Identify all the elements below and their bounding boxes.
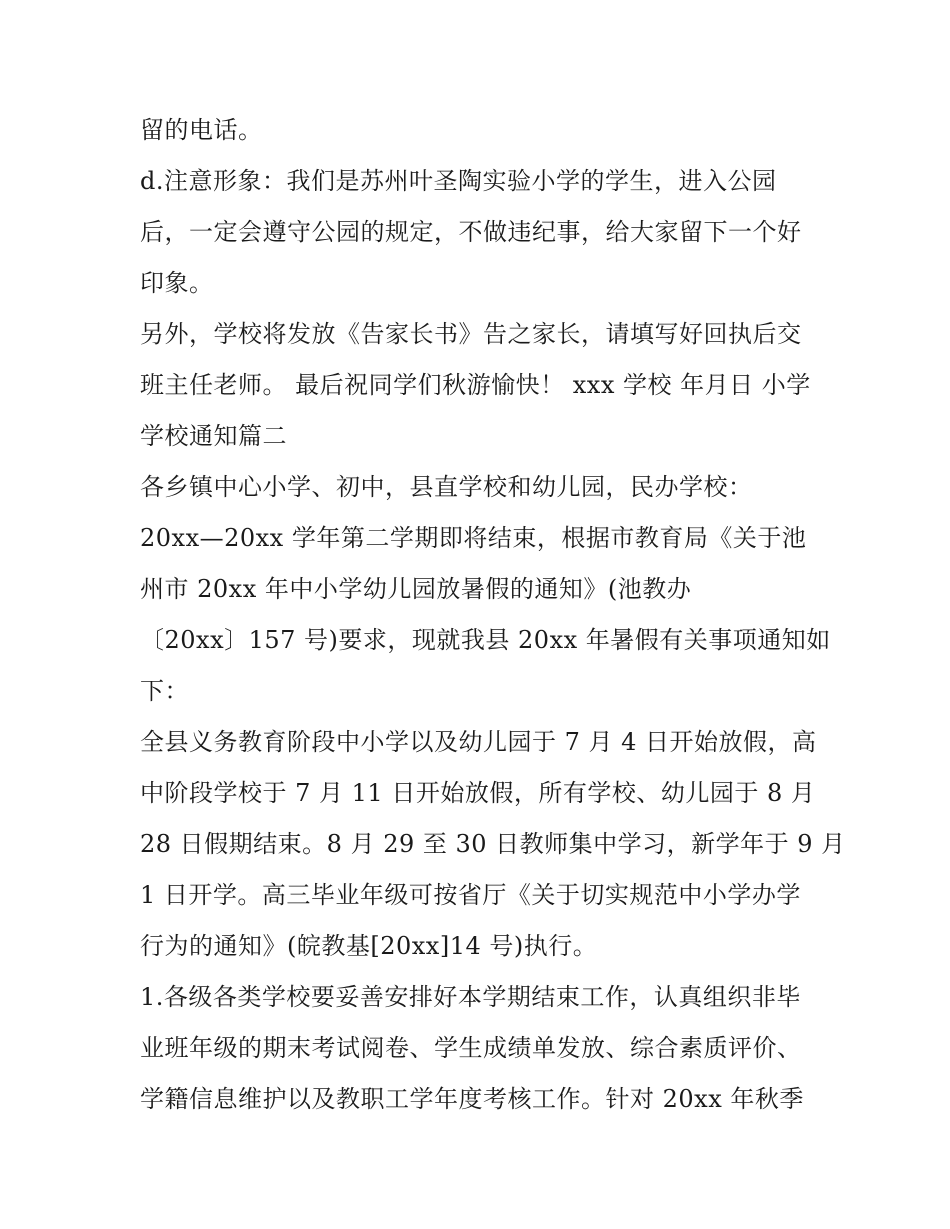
text-line: 学籍信息维护以及教职工学年度考核工作。针对 20xx 年秋季 — [140, 1085, 804, 1113]
text-line: 业班年级的期末考试阅卷、学生成绩单发放、综合素质评价、 — [140, 1034, 802, 1062]
text-line: 1 日开学。高三毕业年级可按省厅《关于切实规范中小学办学 — [140, 881, 801, 909]
text-line: 28 日假期结束。8 月 29 至 30 日教师集中学习，新学年于 9 月 — [140, 830, 846, 858]
text-line: 后，一定会遵守公园的规定，不做违纪事，给大家留下一个好 — [140, 218, 802, 246]
text-line: 各乡镇中心小学、初中，县直学校和幼儿园，民办学校： — [140, 473, 753, 501]
text-line: 行为的通知》(皖教基[20xx]14 号)执行。 — [140, 932, 598, 960]
text-line: 班主任老师。 最后祝同学们秋游愉快！ xxx 学校 年月日 小学 — [140, 371, 811, 399]
text-line: 中阶段学校于 7 月 11 日开始放假，所有学校、幼儿园于 8 月 — [140, 779, 816, 807]
text-line: 20xx—20xx 学年第二学期即将结束，根据市教育局《关于池 — [140, 524, 807, 552]
text-line: 下： — [140, 677, 189, 705]
section-heading: 学校通知篇二 — [140, 422, 287, 450]
text-line: 州市 20xx 年中小学幼儿园放暑假的通知》(池教办 — [140, 575, 692, 603]
text-line: 另外，学校将发放《告家长书》告之家长，请填写好回执后交 — [140, 320, 802, 348]
text-line: 全县义务教育阶段中小学以及幼儿园于 7 月 4 日开始放假，高 — [140, 728, 817, 756]
text-line: d.注意形象：我们是苏州叶圣陶实验小学的学生，进入公园 — [140, 167, 777, 195]
text-line: 印象。 — [140, 269, 214, 297]
document-body — [140, 105, 846, 1125]
text-line: 1.各级各类学校要妥善安排好本学期结束工作，认真组织非毕 — [140, 983, 801, 1011]
text-line: 〔20xx〕157 号)要求，现就我县 20xx 年暑假有关事项通知如 — [140, 626, 831, 654]
text-line: 留的电话。 — [140, 116, 263, 144]
